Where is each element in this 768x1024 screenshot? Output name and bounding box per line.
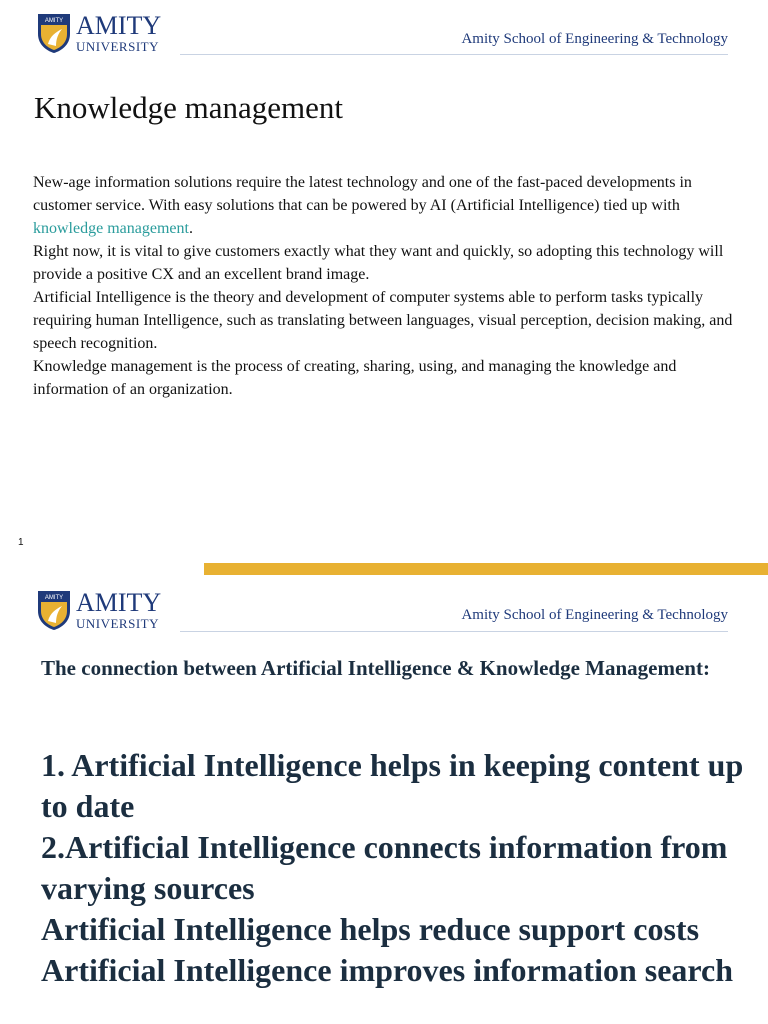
paragraph-km-definition: Knowledge management is the process of creating, sharing, using, and managing the knowledge and information of an organization. xyxy=(33,358,677,398)
list-item: 2.Artificial Intelligence connects information from varying sources xyxy=(41,829,728,906)
paragraph-ai-solutions: New-age information solutions require the latest technology and one of the fast-paced developments in customer service. With easy solutions that can be powered by AI (Artificial Intelligence) tied up with knowledge management. xyxy=(33,174,692,237)
svg-text:AMITY: AMITY xyxy=(44,595,64,601)
benefits-list xyxy=(41,745,761,991)
list-item: 1. Artificial Intelligence helps in keeping content up to date xyxy=(41,747,744,824)
gold-accent-bar xyxy=(204,563,768,575)
amity-logo xyxy=(36,12,161,54)
svg-text:AMITY: AMITY xyxy=(44,18,64,24)
logo-subtitle: UNIVERSITY xyxy=(76,39,159,54)
amity-shield-icon xyxy=(36,589,72,631)
list-item: Artificial Intelligence helps reduce support costs xyxy=(41,911,700,947)
school-name: Amity School of Engineering & Technology xyxy=(461,607,728,623)
list-item: Artificial Intelligence improves information search xyxy=(41,952,734,988)
header-divider xyxy=(180,54,728,55)
paragraph-customers: Right now, it is vital to give customers exactly what they want and quickly, so adopting this technology will provide a positive CX and an excellent brand image. xyxy=(33,243,724,283)
slide-body xyxy=(33,171,743,401)
slide-number: 1 xyxy=(18,537,24,548)
logo-wordmark: AMITY xyxy=(76,588,162,617)
amity-logo xyxy=(36,589,161,631)
slide-title: Knowledge management xyxy=(34,90,344,125)
knowledge-management-link[interactable]: knowledge management xyxy=(33,220,189,237)
slide-2-title: The connection between Artificial Intelligence & Knowledge Management: xyxy=(41,656,710,680)
amity-shield-icon xyxy=(36,12,72,54)
school-name: Amity School of Engineering & Technology xyxy=(461,31,728,47)
logo-subtitle: UNIVERSITY xyxy=(76,616,159,631)
header-divider xyxy=(180,631,728,632)
paragraph-ai-definition: Artificial Intelligence is the theory and development of computer systems able to perform tasks typically requiring human Intelligence, such as translating between languages, visual perception, decision making, and speech recognition. xyxy=(33,289,733,352)
logo-wordmark: AMITY xyxy=(76,11,162,40)
